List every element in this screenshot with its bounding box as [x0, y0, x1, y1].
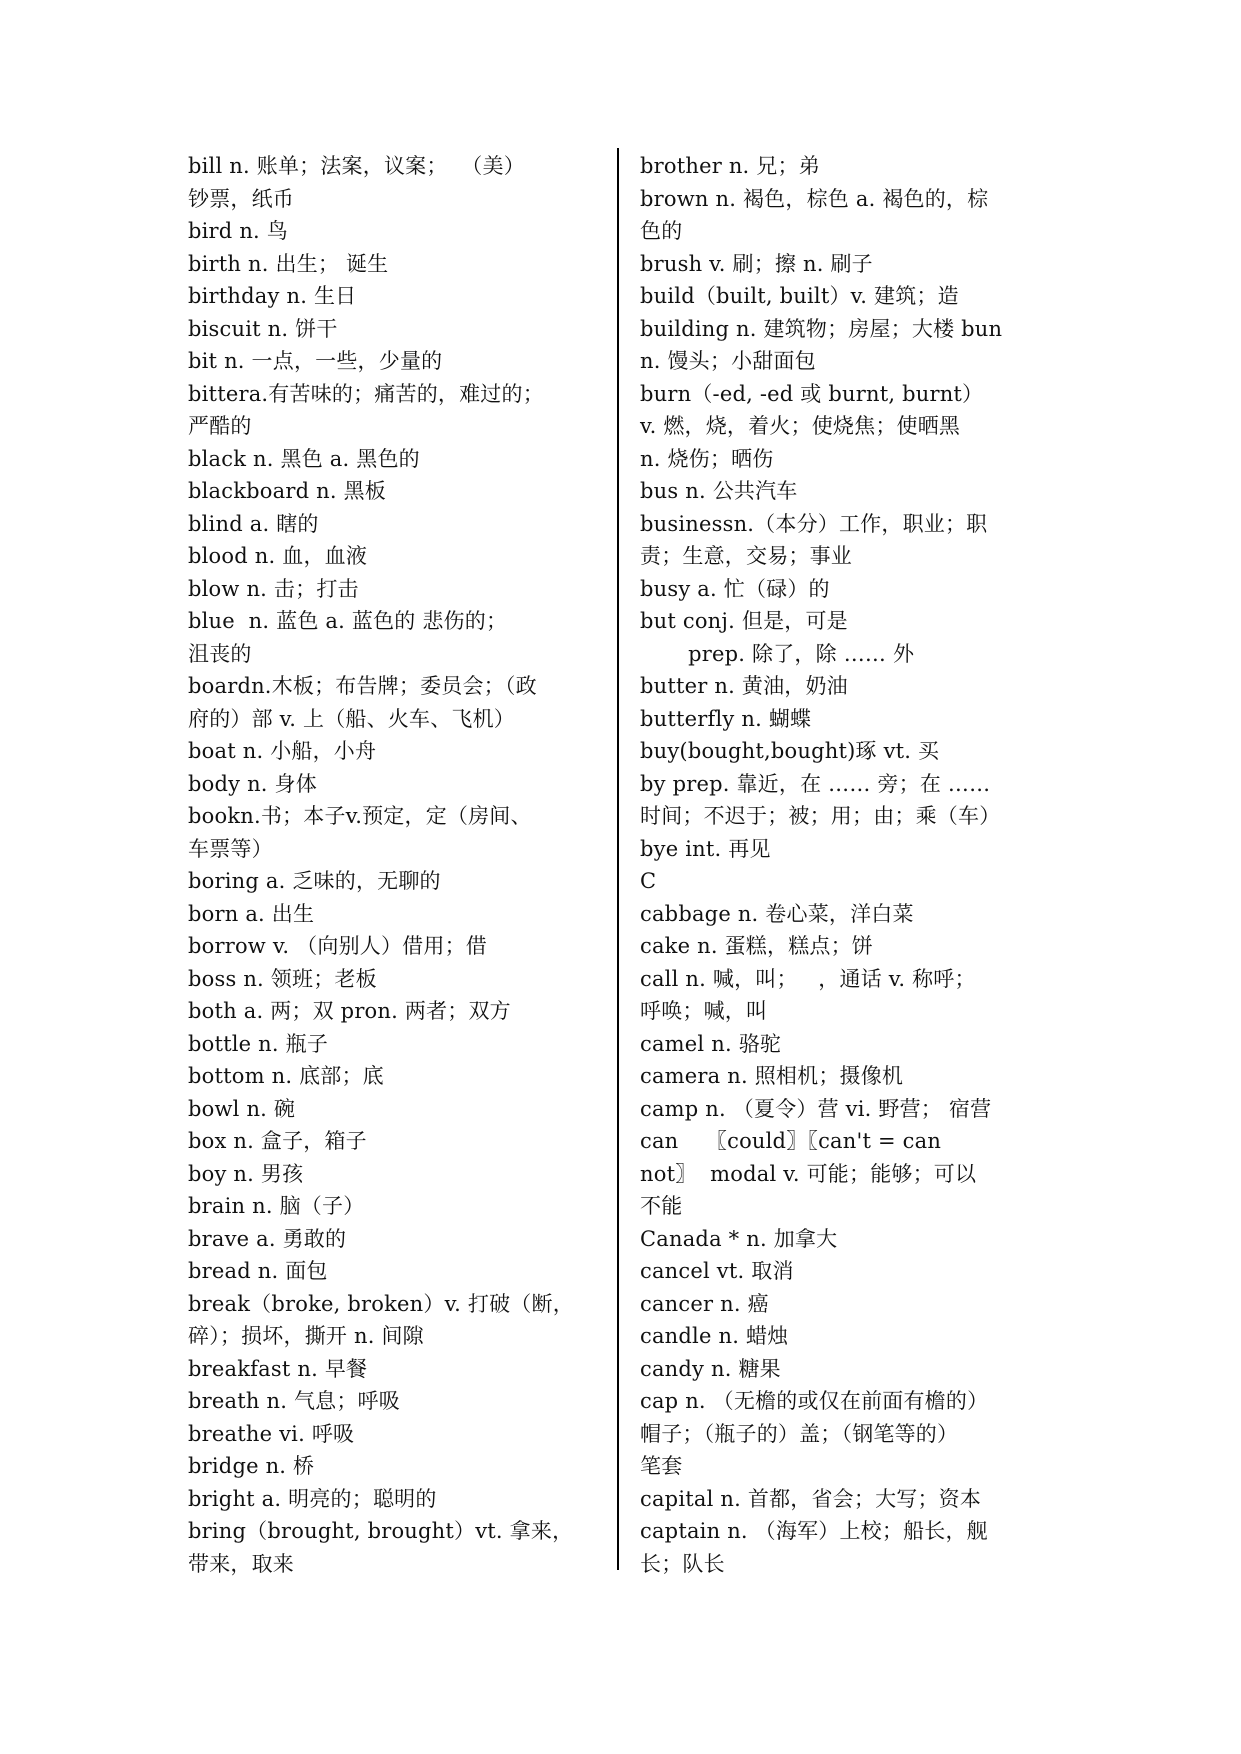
entry-line: 府的）部 v. 上（船、火车、飞机）: [188, 706, 515, 731]
entry-line: by prep. 靠近，在 …… 旁；在 ……: [640, 771, 991, 796]
entry-line: boat n. 小船，小舟: [188, 739, 377, 763]
entry-line: bowl n. 碗: [188, 1096, 296, 1121]
entry-line: boardn.木板；布告牌；委员会；（政: [188, 674, 537, 698]
entry-line: burn（-ed, -ed 或 burnt, burnt）: [640, 381, 984, 406]
entry-line: boy n. 男孩: [188, 1161, 304, 1186]
entry-line: capital n. 首都，省会；大写；资本: [640, 1486, 982, 1511]
entry-line: 沮丧的: [188, 641, 252, 666]
entry-line: C: [640, 869, 657, 893]
entry-line: buy(bought,bought)琢 vt. 买: [640, 739, 940, 763]
entry-line: butterfly n. 蝴蝶: [640, 706, 812, 731]
entry-line: busy a. 忙（碌）的: [640, 576, 830, 601]
entry-line: breakfast n. 早餐: [188, 1356, 368, 1381]
entry-line: body n. 身体: [188, 771, 317, 796]
entry-line: 严酷的: [188, 414, 252, 438]
entry-line: blow n. 击；打击: [188, 576, 359, 601]
entry-line: biscuit n. 饼干: [188, 316, 338, 341]
entry-line: black n. 黑色 a. 黑色的: [188, 446, 420, 471]
entry-line: boring a. 乏味的，无聊的: [188, 869, 441, 893]
entry-line: cabbage n. 卷心菜，洋白菜: [640, 901, 914, 926]
entry-line: candy n. 糖果: [640, 1356, 781, 1381]
entry-line: 呼唤；喊，叫: [640, 999, 768, 1023]
entry-line: boss n. 领班；老板: [188, 966, 377, 991]
entry-line: bottle n. 瓶子: [188, 1031, 329, 1056]
entry-line: n. 烧伤；晒伤: [640, 446, 774, 471]
left-column: [188, 150, 616, 1580]
entry-line: 时间；不迟于；被；用；由；乘（车）: [640, 804, 1001, 828]
entry-line: 碎）；损坏，撕开 n. 间隙: [188, 1324, 424, 1348]
entry-line: call n. 喊，叫； ，通话 v. 称呼；: [640, 966, 976, 991]
entry-line: blackboard n. 黑板: [188, 479, 387, 503]
entry-line: can 〖could〗〖can't = can: [640, 1129, 942, 1153]
entry-line: prep. 除了，除 …… 外: [640, 641, 915, 666]
entry-line: v. 燃，烧，着火；使烧焦；使晒黑: [640, 414, 961, 438]
entry-line: camera n. 照相机；摄像机: [640, 1064, 904, 1088]
entry-line: bottom n. 底部；底: [188, 1064, 384, 1088]
entry-line: blood n. 血，血液: [188, 544, 368, 568]
entry-line: bit n. 一点，一些，少量的: [188, 349, 443, 373]
entry-line: birth n. 出生； 诞生: [188, 251, 389, 276]
entry-line: captain n. （海军）上校；船长，舰: [640, 1519, 988, 1543]
entry-line: birthday n. 生日: [188, 284, 357, 308]
entry-line: breathe vi. 呼吸: [188, 1421, 355, 1446]
entry-line: 责；生意，交易；事业: [640, 544, 852, 568]
entry-line: brave a. 勇敢的: [188, 1226, 347, 1251]
entry-line: bittera.有苦味的；痛苦的，难过的；: [188, 381, 544, 406]
entry-line: cake n. 蛋糕，糕点；饼: [640, 934, 873, 958]
entry-line: butter n. 黄油，奶油: [640, 674, 848, 698]
entry-line: cap n. （无檐的或仅在前面有檐的）: [640, 1389, 989, 1413]
entry-line: box n. 盒子，箱子: [188, 1129, 367, 1153]
column-divider: [617, 148, 619, 1570]
entry-line: brother n. 兄；弟: [640, 154, 820, 178]
entry-line: camp n. （夏令）营 vi. 野营； 宿营: [640, 1096, 992, 1121]
entry-line: 带来，取来: [188, 1551, 294, 1576]
entry-line: 钞票，纸币: [188, 186, 294, 211]
entry-line: bookn.书；本子v.预定，定（房间、: [188, 804, 532, 828]
entry-line: brown n. 褐色，棕色 a. 褐色的，棕: [640, 186, 989, 211]
entry-line: 色的: [640, 219, 683, 243]
entry-line: cancel vt. 取消: [640, 1259, 794, 1283]
entry-line: bright a. 明亮的；聪明的: [188, 1486, 437, 1511]
entry-line: 车票等）: [188, 836, 273, 861]
entry-line: bird n. 鸟: [188, 219, 288, 243]
entry-line: 不能: [640, 1194, 683, 1218]
entry-line: building n. 建筑物；房屋；大楼 bun: [640, 316, 1003, 341]
entry-line: born a. 出生: [188, 901, 315, 926]
entry-line: n. 馒头；小甜面包: [640, 349, 816, 373]
entry-line: bus n. 公共汽车: [640, 479, 798, 503]
entry-line: candle n. 蜡烛: [640, 1324, 789, 1348]
entry-line: blind a. 瞎的: [188, 511, 319, 536]
entry-line: cancer n. 癌: [640, 1291, 769, 1316]
entry-line: bread n. 面包: [188, 1259, 328, 1283]
entry-line: bye int. 再见: [640, 836, 771, 861]
entry-line: 笔套: [640, 1454, 683, 1478]
entry-line: build（built, built）v. 建筑；造: [640, 284, 959, 308]
entry-line: camel n. 骆驼: [640, 1031, 782, 1056]
entry-line: businessn.（本分）工作，职业；职: [640, 511, 988, 536]
entry-line: 帽子；（瓶子的）盖；（钢笔等的）: [640, 1421, 959, 1446]
entry-line: break（broke, broken）v. 打破（断，: [188, 1291, 574, 1316]
entry-line: Canada * n. 加拿大: [640, 1226, 838, 1251]
entry-line: 长；队长: [640, 1551, 725, 1576]
entry-line: brush v. 刷；擦 n. 刷子: [640, 251, 873, 276]
entry-line: but conj. 但是，可是: [640, 609, 848, 633]
entry-line: brain n. 脑（子）: [188, 1194, 365, 1218]
entry-line: bring（brought, brought）vt. 拿来，: [188, 1519, 574, 1543]
entry-line: not〗 modal v. 可能；能够；可以: [640, 1161, 977, 1186]
right-column: [640, 150, 1070, 1580]
entry-line: breath n. 气息；呼吸: [188, 1389, 400, 1413]
entry-line: blue n. 蓝色 a. 蓝色的 悲伤的；: [188, 609, 508, 633]
entry-line: bill n. 账单；法案，议案； （美）: [188, 154, 525, 178]
entry-line: both a. 两；双 pron. 两者；双方: [188, 999, 511, 1023]
entry-line: bridge n. 桥: [188, 1454, 315, 1478]
entry-line: borrow v. （向别人）借用；借: [188, 934, 487, 958]
